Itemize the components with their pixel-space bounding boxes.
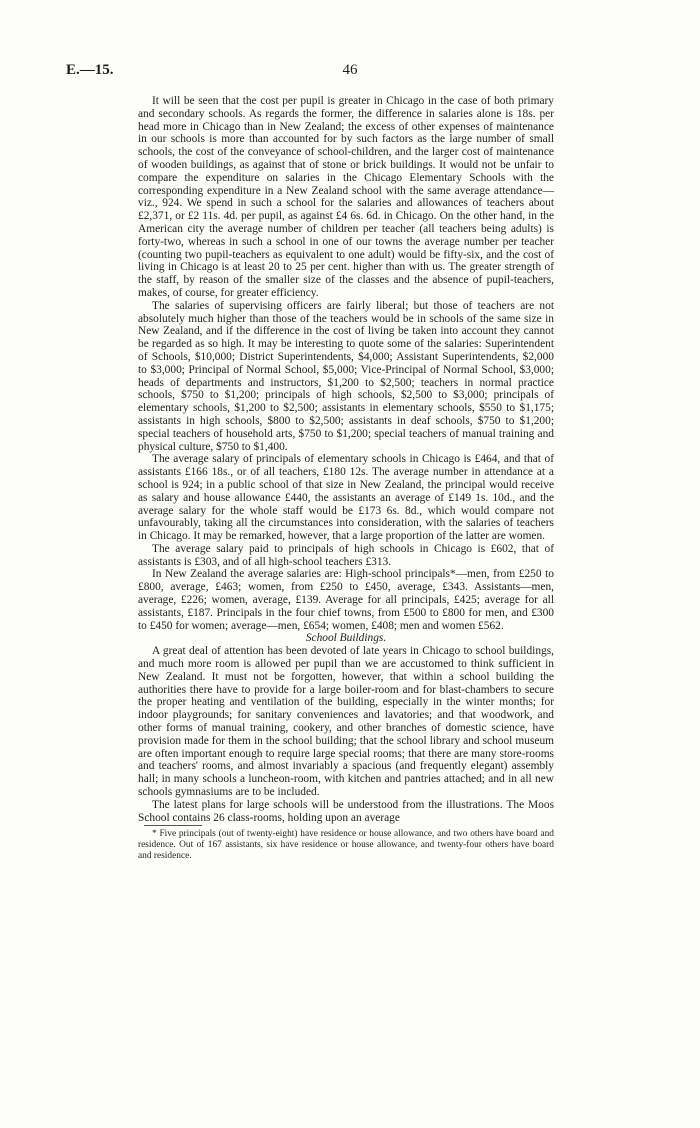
paragraph-high-school-salaries: The average salary paid to principals of high schools in Chicago is £602, that of assistants is £303, and of all high-school teachers £313. <box>138 542 554 568</box>
body-text <box>138 95 554 861</box>
paragraph-latest-plans: The latest plans for large schools will be understood from the illustrations. The Moos School contains 26 class-rooms, holding upon an average <box>138 798 554 824</box>
page-number: 46 <box>342 62 358 78</box>
document-reference: E.—15. <box>66 62 114 78</box>
footnote: * Five principals (out of twenty-eight) have residence or house allowance, and two others have board and residence. Out of 167 assistants, six have residence or house allowance, and twenty-four others have board and residence. <box>138 829 554 861</box>
paragraph-average-salary-elementary: The average salary of principals of elementary schools in Chicago is £464, and that of assistants £166 18s., or of all teachers, £180 12s. The average number in attendance at a school is 924; in a public school of that size in New Zealand, the principal would receive as salary and house allowance £440, the assistants an average of £149 1s. 10d., and the average salary for the whole staff would be £173 6s. 8d., which would compare not unfavourably, taking all the circumstances into consideration, with the salaries of teachers in Chicago. It may be remarked, however, that a large proportion of the latter are women. <box>138 453 554 543</box>
paragraph-new-zealand-salaries: In New Zealand the average salaries are: High-school principals*—men, from £250 to £800, average, £463; women, from £250 to £450, average, £343. Assistants—men, average, £226; women, average, £139. Average for all principals, £425; average for all assistants, £187. Principals in the four chief towns, from £500 to £800 for men, and £300 to £450 for women; average—men, £654; women, £408; men and women £562. <box>138 568 554 632</box>
paragraph-school-buildings: A great deal of attention has been devoted of late years in Chicago to school buildings, and much more room is allowed per pupil than we are accustomed to think sufficient in New Zealand. It must not be forgotten, however, that within a school building the authorities there have to provide for a large boiler-room and for blast-chambers to secure the proper heating and ventilation of the building, especially in the winter months; for indoor playgrounds; for sanitary conveniences and lavatories; and that woodwork, and other forms of manual training, cookery, and other branches of domestic science, have provision made for them in the school building; that the school library and school museum are often important enough to require large special rooms; that there are many store-rooms and teachers' rooms, and almost invariably a spacious (and frequently elegant) assembly hall; in many schools a luncheon-room, with kitchen and pantries attached; and in all new schools gymnasiums are to be included. <box>138 645 554 799</box>
paragraph-salaries-supervising: The salaries of supervising officers are fairly liberal; but those of teachers are not absolutely much higher than those of the teachers would be in schools of the same size in New Zealand, and if the difference in the cost of living be taken into account they cannot be regarded as so high. It may be interesting to quote some of the salaries: Superintendent of Schools, $10,000; District Superintendents, $4,000; Assistant Superintendents, $2,000 to $3,000; Principal of Normal School, $5,000; Vice-Principal of Normal School, $3,000; heads of departments and instructors, $1,200 to $2,500; teachers in normal practice schools, $750 to $1,200; principals of high schools, $2,500 to $3,000; principals of elementary schools, $1,200 to $2,500; assistants in elementary schools, $550 to $1,175; assistants in high schools, $800 to $2,500; assistants in deaf schools, $750 to $1,200; special teachers of household arts, $750 to $1,200; special teachers of manual training and physical culture, $750 to $1,400. <box>138 299 554 453</box>
section-heading-school-buildings: School Buildings. <box>305 632 387 645</box>
page-header <box>0 62 700 82</box>
paragraph-cost-comparison: It will be seen that the cost per pupil is greater in Chicago in the case of both primary and secondary schools. As regards the former, the difference in salaries alone is 18s. per head more in Chicago than in New Zealand; the excess of other expenses of maintenance in our schools is more than accounted for by such factors as the large number of small schools, the cost of the conveyance of school-children, and the larger cost of maintenance of wooden buildings, as against that of stone or brick buildings. It would not be unfair to compare the expenditure on salaries in the Chicago Elementary Schools with the corresponding expenditure in a New Zealand school with the same average attendance—viz., 924. We spend in such a school for the salaries and allowances of teachers about £2,371, or £2 11s. 4d. per pupil, as against £4 6s. 6d. in Chicago. On the other hand, in the American city the average number of children per teacher (all teachers being adults) is forty-two, whereas in such a school in one of our towns the average number per teacher (counting two pupil-teachers as equivalent to one adult) would be fifty-six, and the cost of living in Chicago is at least 20 to 25 per cent. higher than with us. The greater strength of the staff, by reason of the smaller size of the classes and the absence of pupil-teachers, makes, of course, for greater efficiency. <box>138 95 554 299</box>
footnote-divider <box>144 825 202 826</box>
